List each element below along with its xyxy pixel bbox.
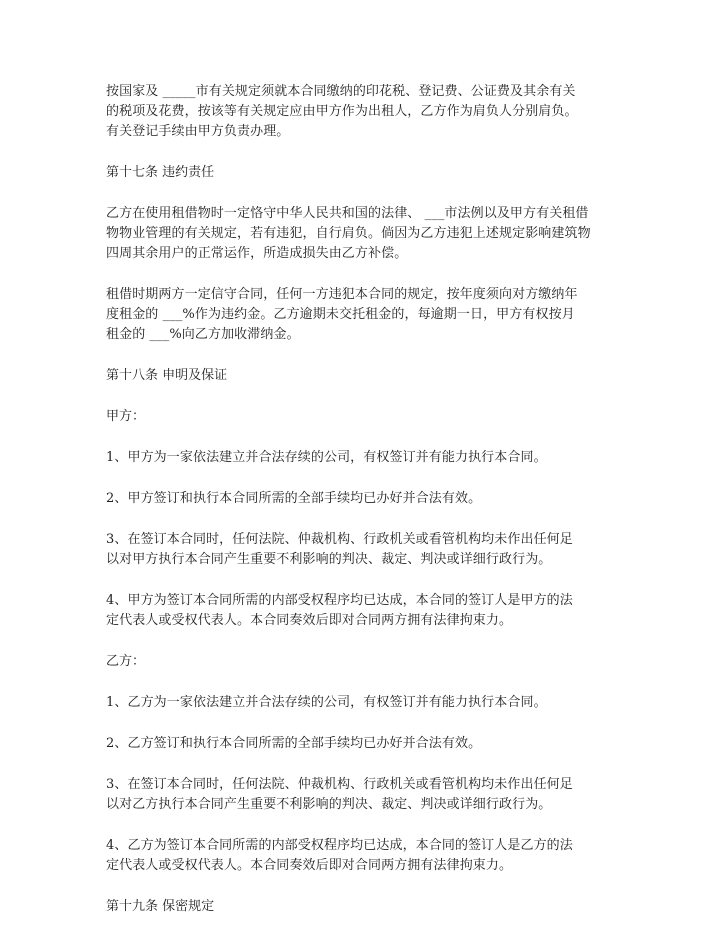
- text-line: 1、乙方为一家依法建立并合法存续的公司，有权签订并有能力执行本合同。: [106, 695, 547, 710]
- text-line: 4、甲方为签订本合同所需的内部受权程序均已达成，本合同的签订人是甲方的法: [106, 593, 573, 608]
- text-line: 乙方在使用租借物时一定恪守中华人民共和国的法律、 ___市法例以及甲方有关租借: [106, 206, 589, 221]
- text-line: 度租金的 ___%作为违约金。乙方逾期未交托租金的，每逾期一日，甲方有权按月: [106, 307, 575, 322]
- text-line: 2、甲方签订和执行本合同所需的全部手续均已办好并合法有效。: [106, 491, 482, 506]
- paragraph-tax-fees: [106, 82, 620, 142]
- party-a-item-1: [106, 448, 620, 468]
- text-line: 1、甲方为一家依法建立并合法存续的公司，有权签订并有能力执行本合同。: [106, 450, 547, 465]
- text-line: 3、在签订本合同时，任何法院、仲裁机构、行政机关或看管机构均未作出任何足: [106, 532, 573, 547]
- party-a-item-2: [106, 489, 620, 509]
- text-line: 定代表人或受权代表人。本合同奏效后即对合同两方拥有法律拘束力。: [106, 613, 513, 628]
- party-b-item-4: [106, 836, 620, 876]
- article-17-heading: 第十七条 违约责任: [106, 165, 215, 180]
- party-b-item-3: [106, 775, 620, 815]
- text-line: 四周其余用户的正常运作，所造成损失由乙方补偿。: [106, 246, 408, 261]
- party-a-item-4: [106, 591, 620, 631]
- text-line: 的税项及花费，按该等有关规定应由甲方作为出租人，乙方作为肩负人分别肩负。: [106, 104, 578, 119]
- text-line: 2、乙方签订和执行本合同所需的全部手续均已办好并合法有效。: [106, 736, 482, 751]
- text-line: 有关登记手续由甲方负责办理。: [106, 124, 290, 139]
- text-line: 4、乙方为签订本合同所需的内部受权程序均已达成，本合同的签订人是乙方的法: [106, 838, 573, 853]
- party-b-item-1: [106, 693, 620, 713]
- party-b-item-2: [106, 734, 620, 754]
- text-line: 租借时期两方一定信守合同，任何一方违犯本合同的规定，按年度须向对方缴纳年: [106, 287, 578, 302]
- text-line: 按国家及 _____市有关规定须就本合同缴纳的印花税、登记费、公证费及其余有关: [106, 84, 576, 99]
- paragraph-compliance: [106, 204, 620, 264]
- text-line: 3、在签订本合同时，任何法院、仲裁机构、行政机关或看管机构均未作出任何足: [106, 777, 573, 792]
- text-line: 物物业管理的有关规定，若有违犯，自行肩负。倘因为乙方违犯上述规定影响建筑物: [106, 226, 591, 241]
- article-18-heading: 第十八条 申明及保证: [106, 368, 228, 383]
- paragraph-penalty: [106, 285, 620, 345]
- text-line: 租金的 ___%向乙方加收滞纳金。: [106, 327, 300, 342]
- party-a-label: 甲方：: [106, 409, 146, 424]
- party-a-item-3: [106, 530, 620, 570]
- article-19-heading: 第十九条 保密规定: [106, 899, 215, 914]
- text-line: 以对甲方执行本合同产生重要不利影响的判决、裁定、判决或详细行政行为。: [106, 552, 552, 567]
- text-line: 定代表人或受权代表人。本合同奏效后即对合同两方拥有法律拘束力。: [106, 858, 513, 873]
- text-line: 以对乙方执行本合同产生重要不利影响的判决、裁定、判决或详细行政行为。: [106, 797, 552, 812]
- party-b-label: 乙方：: [106, 654, 146, 669]
